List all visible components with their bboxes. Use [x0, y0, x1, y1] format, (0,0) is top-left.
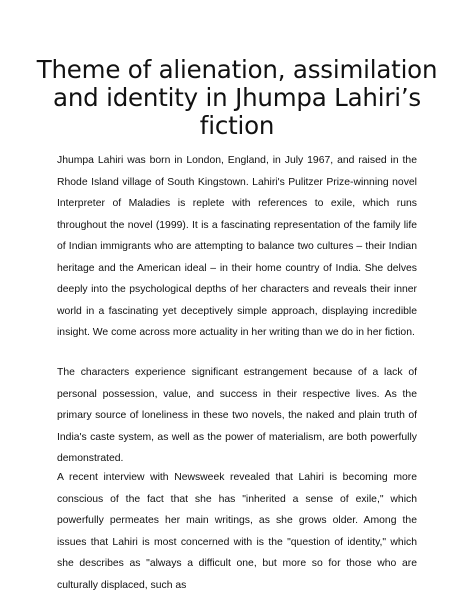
paragraph-1: Jhumpa Lahiri was born in London, England, in July 1967, and raised in the Rhode Island village of South Kingstown. Lahiri's Pulitzer Prize-winning novel Interpreter of Maladies is replete with references to exile, which runs throughout the novel (1999). It is a fascinating representation of the family life of Indian immigrants who are attempting to balance two cultures – their Indian heritage and the American ideal – in their home country of India. She delves deeply into the psychological depths of her characters and reveals their inner world in a fascinating yet deceptively simple approach, displaying incredible insight. We come across more actuality in her writing than we do in her fiction. — [57, 155, 417, 338]
paragraph-2: The characters experience significant estrangement because of a lack of personal possession, value, and success in their respective lives. As the primary source of loneliness in these two novels, the naked and plain truth of India's caste system, as well as the power of materialism, are both powerfully demonstrated. — [57, 367, 417, 464]
document-title: Theme of alienation, assimilation and identity in Jhumpa Lahiri’s fiction — [36, 55, 438, 140]
paragraph-3: A recent interview with Newsweek revealed that Lahiri is becoming more conscious of the fact that she has "inherited a sense of exile," which powerfully permeates her main writings, as she grows older. Among the issues that Lahiri is most concerned with is the "question of identity," which she describes as "always a difficult one, but more so for those who are culturally displaced, such as — [57, 472, 417, 591]
